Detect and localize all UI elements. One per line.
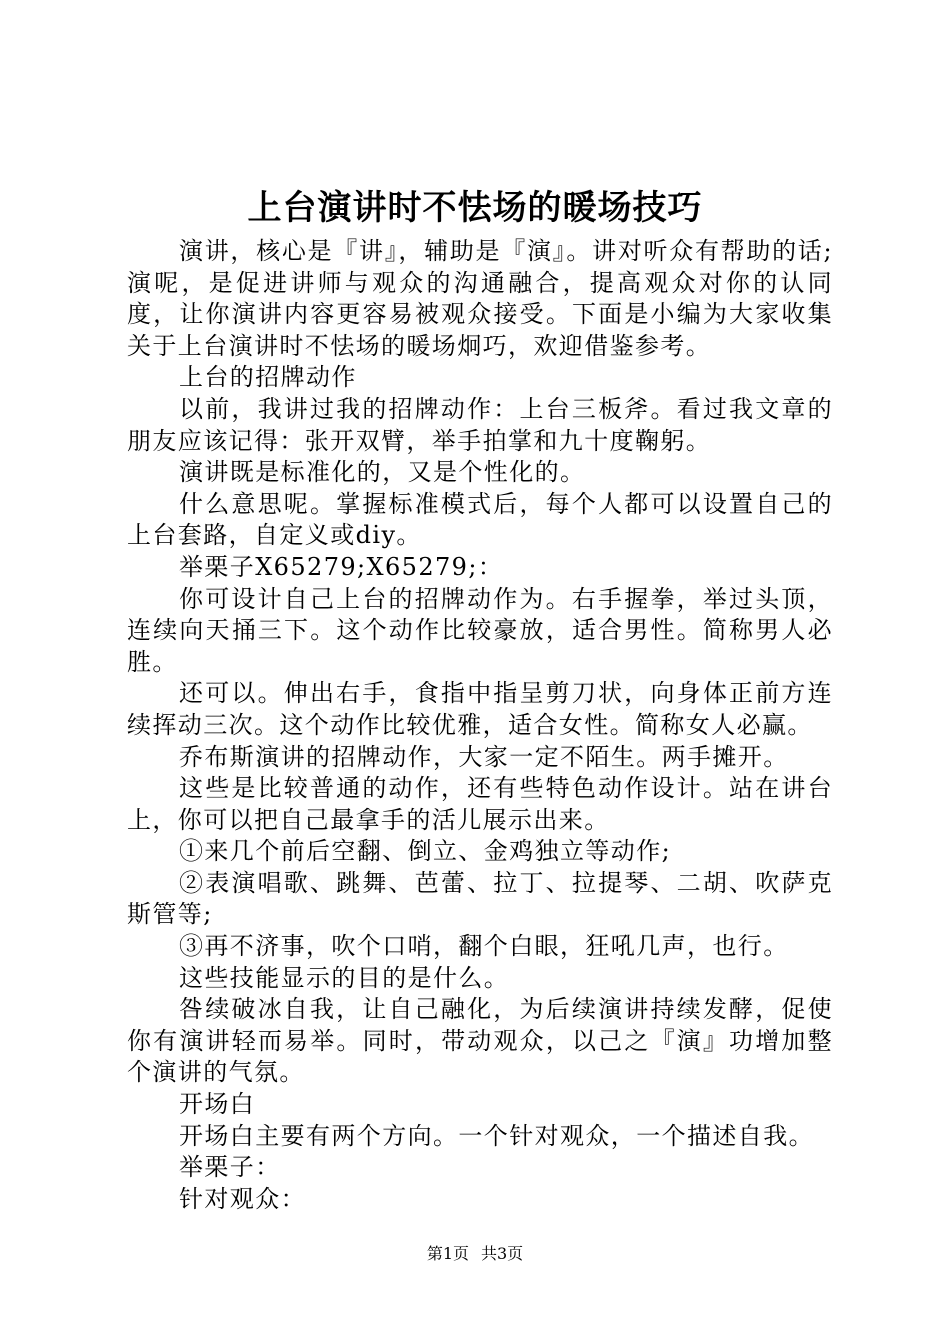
paragraph: 还可以。伸出右手，食指中指呈剪刀状，向身体正前方连续挥动三次。这个动作比较优雅，适合女性。简称女人必赢。 bbox=[127, 679, 833, 739]
list-item: ②表演唱歌、跳舞、芭蕾、拉丁、拉提琴、二胡、吹萨克斯管等; bbox=[127, 868, 833, 929]
page-total: 共3页 bbox=[481, 1244, 524, 1263]
section-heading: 开场白 bbox=[179, 1090, 256, 1119]
paragraph: 以前，我讲过我的招牌动作：上台三板斧。看过我文章的朋友应该记得：张开双臂，举手拍掌和九十度鞠躬。 bbox=[127, 394, 833, 455]
document-title: 上台演讲时不怯场的暖场技巧 bbox=[247, 188, 703, 228]
list-item: ③再不济事，吹个口哨，翻个白眼，狂吼几声，也行。 bbox=[179, 932, 789, 961]
document-body bbox=[127, 236, 833, 1215]
paragraph: 举栗子X65279;X65279;： bbox=[179, 552, 504, 581]
paragraph: 演讲，核心是『讲』，辅助是『演』。讲对听众有帮助的话;演呢，是促进讲师与观众的沟通融合，提高观众对你的认同度，让你演讲内容更容易被观众接受。下面是小编为大家收集关于上台演讲时不怯场的暖场炯巧，欢迎借鉴参考。 bbox=[127, 237, 833, 360]
paragraph: 演讲既是标准化的，又是个性化的。 bbox=[179, 458, 586, 487]
paragraph: 你可设计自己上台的招牌动作为。右手握拳，举过头顶，连续向天捅三下。这个动作比较豪放，适合男性。简称男人必胜。 bbox=[127, 584, 833, 676]
paragraph: 举栗子： bbox=[179, 1153, 281, 1182]
paragraph: 这些是比较普通的动作，还有些特色动作设计。站在讲台上，你可以把自己最拿手的活儿展示出来。 bbox=[127, 774, 833, 834]
paragraph: 这些技能显示的目的是什么。 bbox=[179, 963, 510, 992]
page-number: 第1页 bbox=[426, 1244, 469, 1263]
list-item: ①来几个前后空翻、倒立、金鸡独立等动作; bbox=[179, 837, 672, 866]
paragraph: 什么意思呢。掌握标准模式后，每个人都可以设置自己的上台套路，自定义或diy。 bbox=[127, 489, 833, 550]
paragraph: 乔布斯演讲的招牌动作，大家一定不陌生。两手摊开。 bbox=[179, 742, 789, 771]
paragraph: 针对观众： bbox=[179, 1184, 306, 1213]
section-heading: 上台的招牌动作 bbox=[179, 363, 357, 392]
page-footer bbox=[0, 1244, 950, 1264]
paragraph: 咎续破冰自我，让自己融化，为后续演讲持续发酵，促使你有演讲轻而易举。同时，带动观众，以己之『演』功增加整个演讲的气氛。 bbox=[127, 995, 833, 1087]
paragraph: 开场白主要有两个方向。一个针对观众，一个描述自我。 bbox=[179, 1121, 814, 1150]
